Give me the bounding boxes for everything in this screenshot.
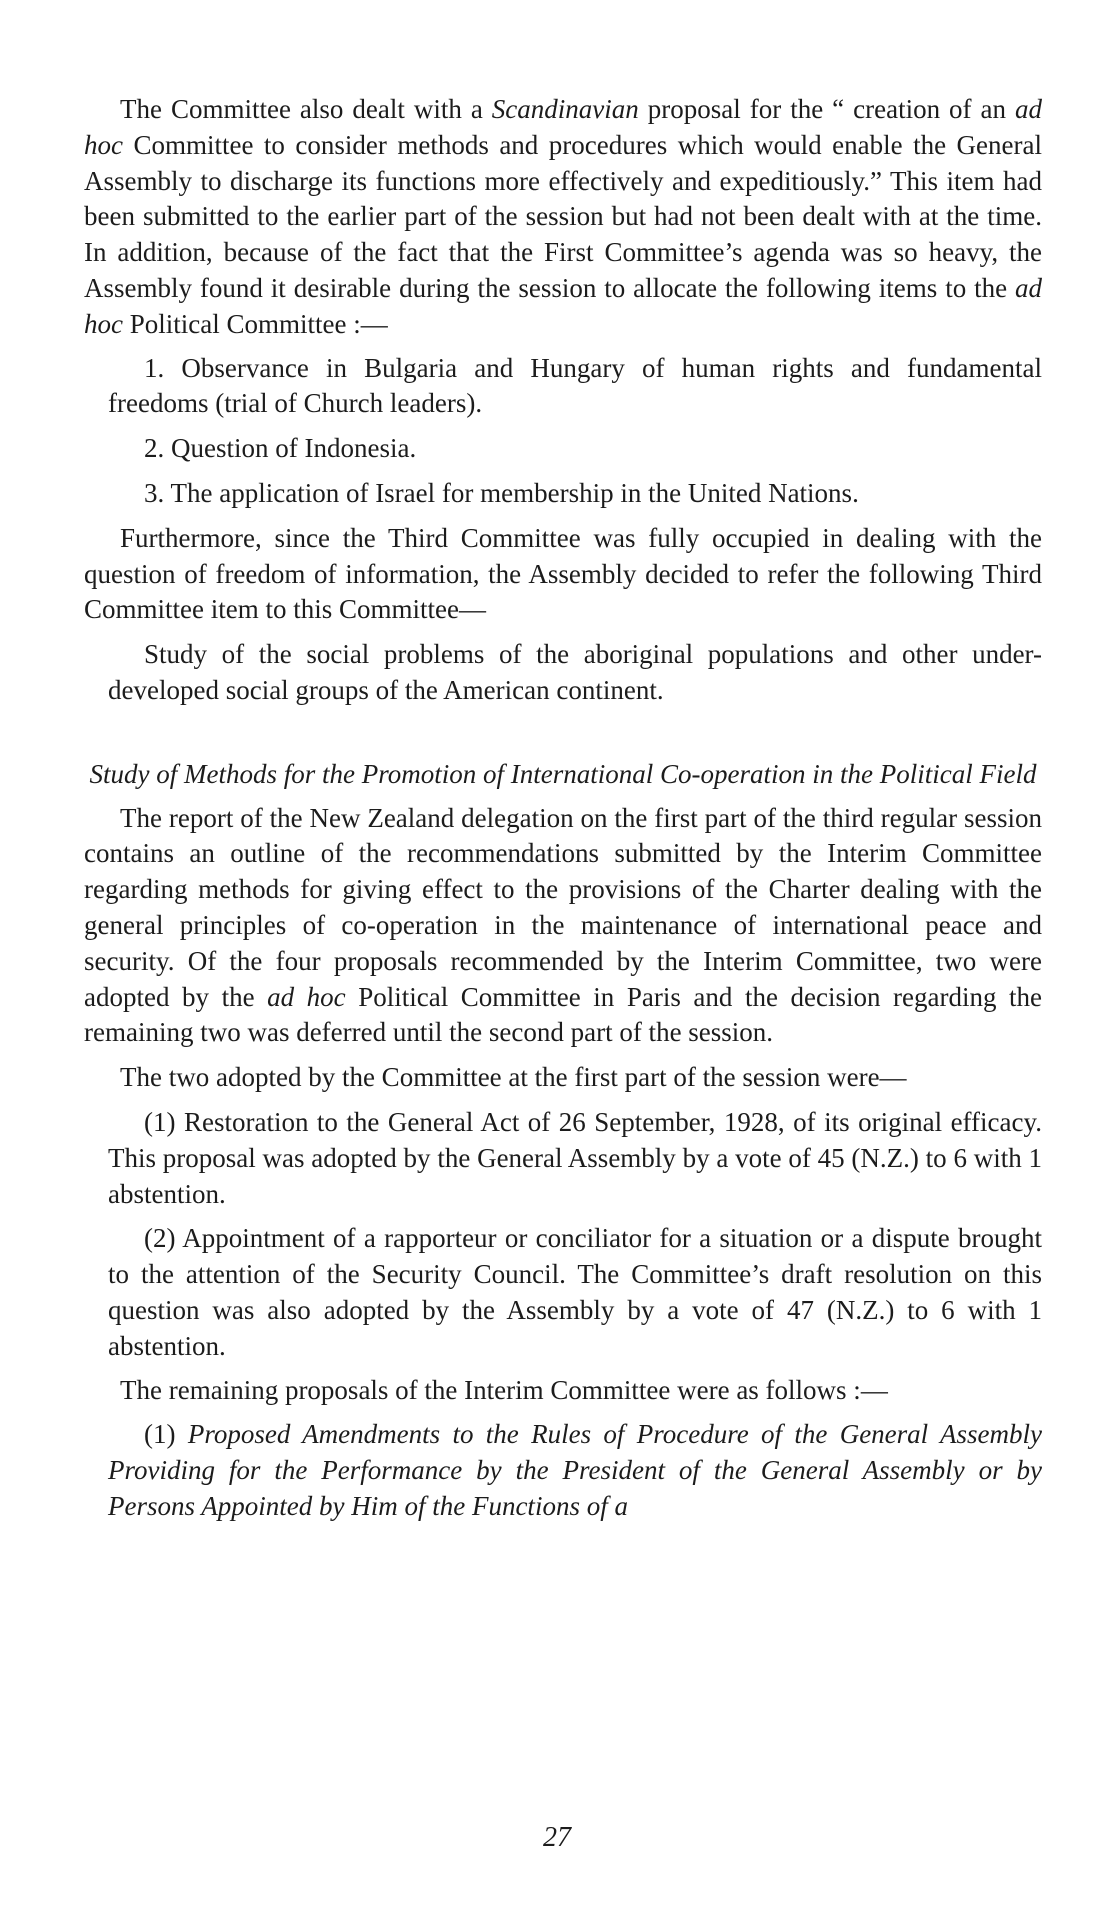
section-heading: Study of Methods for the Promotion of International Co-operation in the Political Field	[89, 758, 1037, 789]
proposed-number: (1)	[144, 1419, 188, 1450]
page-number: 27	[543, 1822, 571, 1853]
list-item: 1. Observance in Bulgaria and Hungary of human rights and fundamental freedoms (trial of Church leaders).	[108, 352, 1042, 419]
intro-text-a: The Committee also dealt with a	[120, 94, 492, 124]
two-adopted-paragraph: The two adopted by the Committee at the first part of the session were—	[120, 1062, 907, 1093]
report-text-a: The report of the New Zealand delegation on the first part of the third regular session contains an outline of the recommendations submitted by the Interim Committee regarding methods for giving effect to the provisions of the Charter dealing with the general principles of co-operation in the maintenance of international peace and security. Of the four proposals recommended by the Interim Committee, two were adopted by the	[84, 802, 1042, 1012]
remaining-paragraph: The remaining proposals of the Interim Committee were as follows :—	[120, 1374, 888, 1405]
intro-text-d: Political Committee :—	[122, 308, 388, 339]
ad-hoc-term: ad hoc	[84, 272, 1042, 339]
intro-paragraph	[84, 92, 1042, 343]
study-item: Study of the social problems of the aboriginal populations and other under-developed social groups of the American continent.	[108, 639, 1042, 705]
scandinavian-word: Scandinavian	[491, 94, 639, 124]
intro-text-b: proposal for the “ creation of an	[638, 94, 1015, 124]
report-paragraph	[84, 801, 1042, 1052]
document-page	[84, 92, 1042, 1525]
ad-hoc-term: ad hoc	[267, 981, 346, 1012]
proposed-amendments-item	[84, 1417, 1042, 1524]
proposed-text: Proposed Amendments to the Rules of Procedure of the General Assembly Providing for the Performance by the President of the General Assembly or by Persons Appointed by Him of the Functions of a	[108, 1419, 1042, 1521]
list-item: 2. Question of Indonesia.	[144, 433, 417, 464]
adopted-item: (1) Restoration to the General Act of 26 September, 1928, of its original efficacy. This proposal was adopted by the General Assembly by a vote of 45 (N.Z.) to 6 with 1 abstention.	[108, 1106, 1042, 1209]
furthermore-paragraph: Furthermore, since the Third Committee was fully occupied in dealing with the question of freedom of information, the Assembly decided to refer the following Third Committee item to this Committee—	[84, 522, 1042, 625]
report-text-b: Political Committee in Paris and the decision regarding the remaining two was deferred until the second part of the session.	[84, 981, 1042, 1048]
list-item: 3. The application of Israel for membership in the United Nations.	[144, 477, 859, 508]
adopted-item: (2) Appointment of a rapporteur or conciliator for a situation or a dispute brought to the attention of the Security Council. The Committee’s draft resolution on this question was also adopted by the Assembly by a vote of 47 (N.Z.) to 6 with 1 abstention.	[108, 1223, 1042, 1361]
intro-text-c: Committee to consider methods and procedures which would enable the General Assembly to discharge its functions more effectively and expeditiously.” This item had been submitted to the earlier part of the session but had not been dealt with at the time. In addition, because of the fact that the First Committee’s agenda was so heavy, the Assembly found it desirable during the session to allocate the following items to the	[84, 129, 1042, 303]
ad-hoc-term: ad hoc	[84, 94, 1042, 160]
